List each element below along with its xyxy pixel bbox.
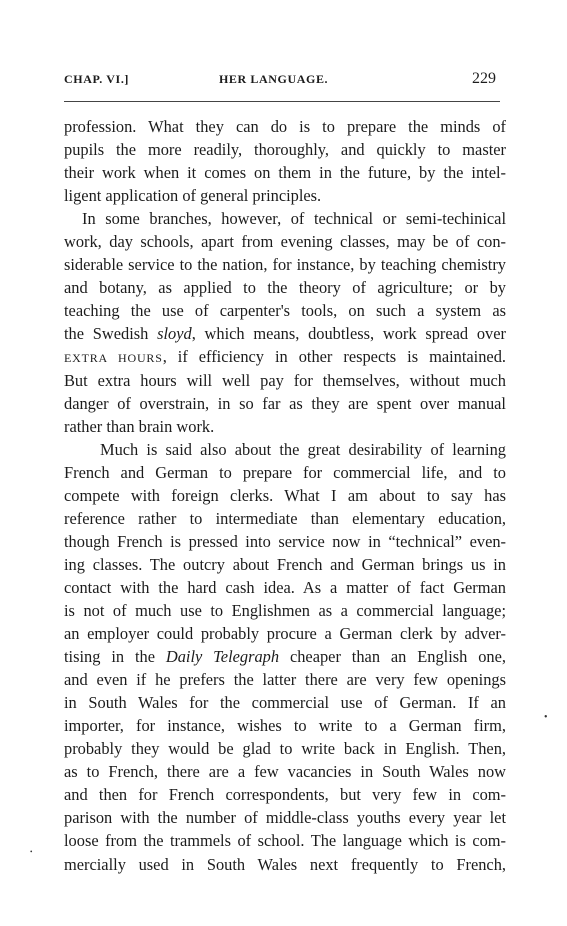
text-line: though French is pressed into service now in “technical” even- bbox=[64, 531, 506, 551]
text-line: pupils the more readily, thoroughly, and quickly to master bbox=[64, 140, 506, 160]
text-line: an employer could probably procure a German clerk by adver- bbox=[64, 624, 506, 644]
text-line: loose from the trammels of school. The language which is com- bbox=[64, 831, 506, 851]
text-line: their work when it comes on them in the future, by the intel- bbox=[64, 163, 506, 183]
italic-term: Daily Telegraph bbox=[165, 647, 280, 667]
text-line: reference rather to intermediate than elementary education, bbox=[64, 508, 506, 528]
text-line: in South Wales for the commercial use of German. If an bbox=[64, 693, 506, 713]
chapter-label: CHAP. VI.] bbox=[64, 72, 130, 86]
text-line: French and German to prepare for commercial life, and to bbox=[64, 462, 506, 482]
text-line: parison with the number of middle-class youths every year let bbox=[64, 808, 506, 828]
italic-term: sloyd bbox=[157, 324, 192, 344]
text-line: rather than brain work. bbox=[64, 416, 215, 436]
running-header bbox=[64, 70, 500, 94]
text-line: teaching the use of carpenter's tools, on such a system as bbox=[64, 301, 506, 321]
text-line: But extra hours will well pay for themselves, without much bbox=[64, 370, 506, 390]
text-line: tising in the Daily Telegraph cheaper than an English one, bbox=[64, 647, 506, 667]
text-line: and botany, as applied to the theory of agriculture; or by bbox=[64, 278, 506, 298]
text-line: siderable service to the nation, for instance, by teaching chemistry bbox=[64, 255, 506, 275]
header-rule bbox=[64, 101, 500, 102]
text-line: probably they would be glad to write back in English. Then, bbox=[64, 739, 506, 759]
text-line: work, day schools, apart from evening classes, may be of con- bbox=[64, 232, 506, 252]
text-line: ing classes. The outcry about French and German brings us in bbox=[64, 554, 506, 574]
text-line: mercially used in South Wales next frequently to French, bbox=[64, 854, 506, 874]
text-line: EXTRA HOURS, if efficiency in other respects is maintained. bbox=[64, 347, 506, 367]
text-line: the Swedish sloyd, which means, doubtless, work spread over bbox=[64, 324, 506, 344]
text-line: Much is said also about the great desirability of learning bbox=[100, 439, 506, 459]
text-line: profession. What they can do is to prepare the minds of bbox=[64, 117, 506, 136]
text-line: danger of overstrain, in so far as they are spent over manual bbox=[64, 393, 506, 413]
print-speck: • bbox=[30, 848, 33, 856]
body-text bbox=[64, 115, 506, 876]
print-speck: • bbox=[544, 712, 548, 723]
small-caps-term: EXTRA HOURS bbox=[64, 351, 163, 366]
text-line: as to French, there are a few vacancies in South Wales now bbox=[64, 762, 506, 782]
page-number: 229 bbox=[472, 70, 496, 87]
text-line: contact with the hard cash idea. As a matter of fact German bbox=[64, 577, 506, 597]
text-line: is not of much use to Englishmen as a commercial language; bbox=[64, 600, 506, 620]
text-line: and even if he prefers the latter there are very few openings bbox=[64, 670, 506, 690]
text-line: In some branches, however, of technical or semi-techinical bbox=[82, 209, 506, 229]
running-title: HER LANGUAGE. bbox=[219, 72, 329, 86]
text-line: ligent application of general principles. bbox=[64, 186, 322, 206]
text-line: compete with foreign clerks. What I am about to say has bbox=[64, 485, 506, 505]
text-line: importer, for instance, wishes to write to a German firm, bbox=[64, 716, 506, 736]
text-line: and then for French correspondents, but very few in com- bbox=[64, 785, 506, 805]
